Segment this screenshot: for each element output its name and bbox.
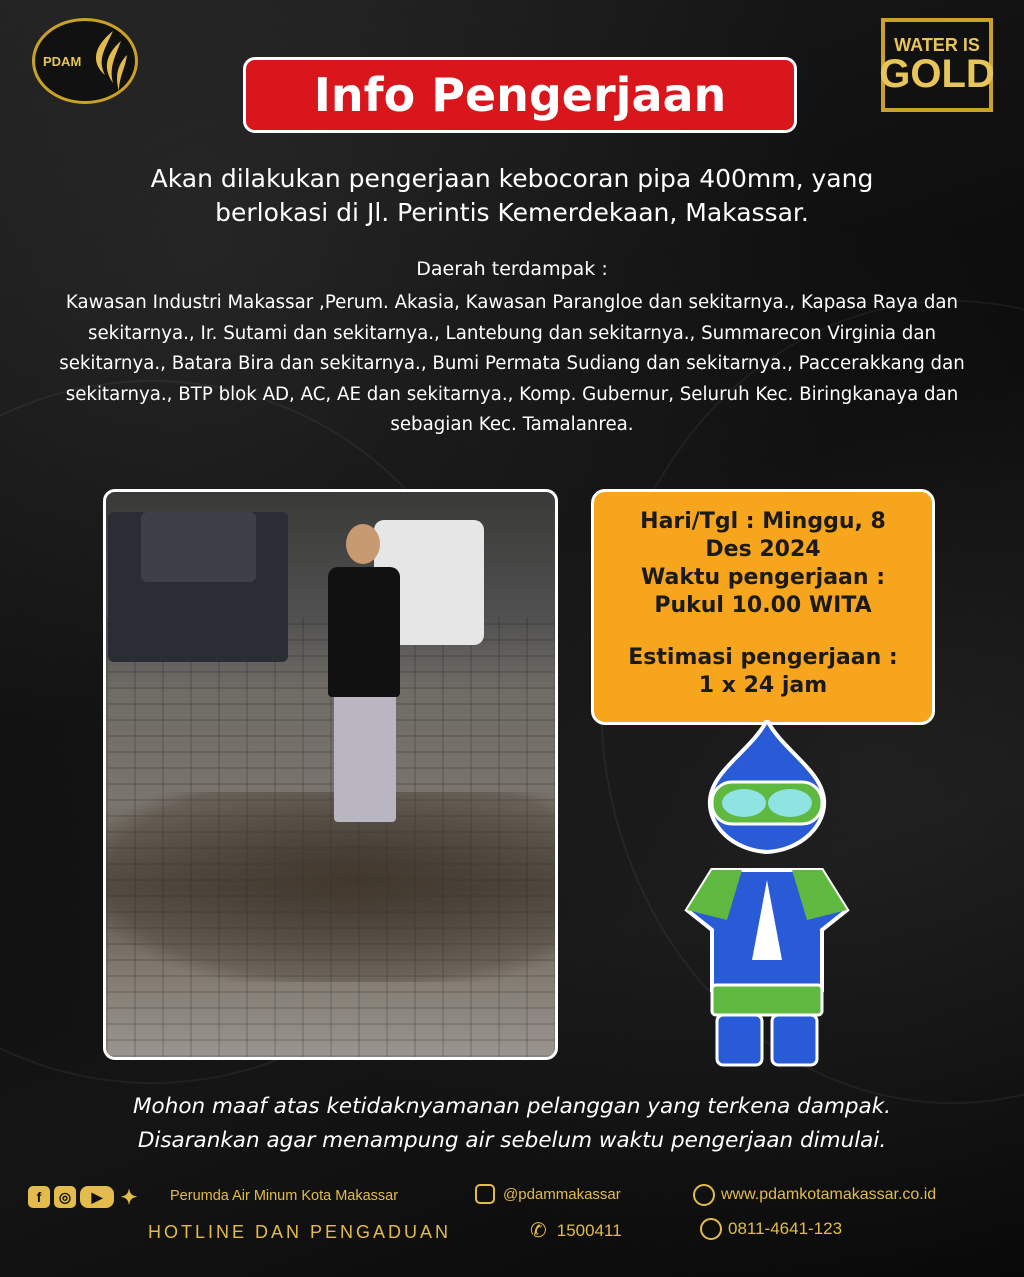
website-url: www.pdamkotamakassar.co.id [721, 1186, 937, 1203]
page-title: Info Pengerjaan [313, 68, 727, 122]
photo-person-body [328, 567, 400, 697]
photo-person-legs [334, 692, 396, 822]
twitter-icon[interactable]: ✦ [120, 1186, 138, 1209]
footer-website[interactable] [693, 1184, 936, 1206]
hotline-label: HOTLINE DAN PENGADUAN [148, 1222, 452, 1242]
footer-whatsapp[interactable] [700, 1218, 842, 1240]
title-banner [243, 57, 797, 133]
social-icons [28, 1186, 140, 1208]
footer [0, 1176, 1024, 1277]
schedule-box [591, 489, 935, 725]
affected-label: Daerah terdampak : [416, 258, 608, 280]
facebook-icon[interactable]: f [28, 1186, 50, 1208]
footer-instagram[interactable] [475, 1184, 621, 1204]
time-value: Pukul 10.00 WITA [654, 593, 872, 618]
estimate-label: Estimasi pengerjaan : [628, 645, 898, 670]
time-label: Waktu pengerjaan : [641, 565, 885, 590]
photo-person-head [346, 524, 380, 564]
youtube-icon[interactable]: ▶ [80, 1186, 114, 1208]
intro-line1: Akan dilakukan pengerjaan kebocoran pipa 400mm, yang [150, 164, 874, 193]
globe-icon [693, 1184, 715, 1206]
estimate-value: 1 x 24 jam [698, 673, 828, 698]
footer-org-name: Perumda Air Minum Kota Makassar [170, 1188, 399, 1204]
instagram-handle: @pdammakassar [503, 1185, 621, 1203]
affected-areas-text: Kawasan Industri Makassar ,Perum. Akasia, Kawasan Parangloe dan sekitarnya., Kapasa Raya dan sekitarnya., Ir. Sutami dan sekitarnya., Lantebung dan sekitarnya., Summarecon Virginia dan sekitarnya., Batara Bira dan sekitarnya., Bumi Permata Sudiang dan sekitarnya., Paccerakkang dan sekitarnya., BTP blok AD, AC, AE dan sekitarnya., Komp. Gubernur, Seluruh Kec. Biringkanaya dan sebagian Kec. Tamalanrea. [59, 292, 965, 435]
footer-phone[interactable] [530, 1218, 622, 1243]
apology-text [40, 1090, 984, 1158]
intro-line2: berlokasi di Jl. Perintis Kemerdekaan, Makassar. [215, 198, 809, 227]
instagram-small-icon [475, 1184, 495, 1204]
mascot-illustration [672, 720, 862, 1080]
intro-text [40, 162, 984, 230]
flame-logo-icon [83, 29, 129, 95]
whatsapp-number: 0811-4641-123 [728, 1219, 843, 1238]
date-line2: Des 2024 [705, 537, 821, 562]
water-is-gold-badge [881, 18, 993, 112]
whatsapp-icon [700, 1218, 722, 1240]
apology-line1: Mohon maaf atas ketidaknyamanan pelanggan yang terkena dampak. [133, 1094, 891, 1119]
photo-wet-area [106, 792, 558, 982]
apology-line2: Disarankan agar menampung air sebelum waktu pengerjaan dimulai. [137, 1128, 887, 1153]
badge-line2: GOLD [879, 52, 995, 96]
photo-truck-cab [141, 512, 256, 582]
date-line1: Hari/Tgl : Minggu, 8 [640, 509, 886, 534]
instagram-icon[interactable]: ◎ [54, 1186, 76, 1208]
phone-icon: ✆ [530, 1220, 547, 1242]
pdam-logo-text: PDAM [43, 53, 82, 69]
pdam-logo [32, 18, 138, 104]
site-photo [103, 489, 558, 1060]
phone-number: 1500411 [556, 1220, 622, 1240]
badge-line1: WATER IS [894, 35, 980, 55]
